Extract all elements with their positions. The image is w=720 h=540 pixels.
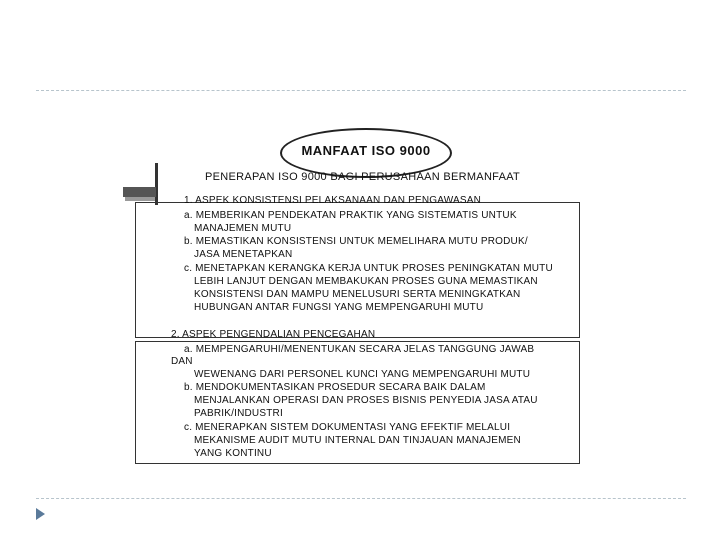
list-item: a. MEMBERIKAN PENDEKATAN PRAKTIK YANG SISTEMATIS UNTUK	[184, 210, 517, 221]
list-item: MEKANISME AUDIT MUTU INTERNAL DAN TINJAUAN MANAJEMEN	[194, 435, 521, 446]
list-item: LEBIH LANJUT DENGAN MEMBAKUKAN PROSES GUNA MEMASTIKAN	[194, 276, 538, 287]
list-item: WEWENANG DARI PERSONEL KUNCI YANG MEMPENGARUHI MUTU	[194, 369, 531, 380]
list-item: DAN	[171, 356, 193, 367]
decorative-bar	[123, 187, 156, 197]
list-item: a. MEMPENGARUHI/MENENTUKAN SECARA JELAS TANGGUNG JAWAB	[184, 344, 535, 355]
list-item: c. MENERAPKAN SISTEM DOKUMENTASI YANG EFEKTIF MELALUI	[184, 422, 511, 433]
list-item: b. MEMASTIKAN KONSISTENSI UNTUK MEMELIHARA MUTU PRODUK/	[184, 236, 528, 247]
list-item: HUBUNGAN ANTAR FUNGSI YANG MEMPENGARUHI MUTU	[194, 302, 484, 313]
document-title: MANFAAT ISO 9000	[301, 143, 431, 158]
list-item: KONSISTENSI DAN MAMPU MENELUSURI SERTA MENINGKATKAN	[194, 289, 521, 300]
list-item: b. MENDOKUMENTASIKAN PROSEDUR SECARA BAIK DALAM	[184, 382, 486, 393]
list-item: MANAJEMEN MUTU	[194, 223, 292, 234]
decorative-bar	[155, 163, 158, 205]
top-divider	[36, 90, 686, 91]
aspect-heading: 2. ASPEK PENGENDALIAN PENCEGAHAN	[171, 329, 376, 340]
bottom-divider	[36, 498, 686, 499]
list-item: JASA MENETAPKAN	[194, 249, 293, 260]
document-subtitle: PENERAPAN ISO 9000 BAGI PERUSAHAAN BERMANFAAT	[205, 171, 521, 183]
aspect-heading: 1. ASPEK KONSISTENSI PELAKSANAAN DAN PENGAWASAN	[184, 195, 482, 206]
list-item: YANG KONTINU	[194, 448, 272, 459]
list-item: PABRIK/INDUSTRI	[194, 408, 283, 419]
list-item: c. MENETAPKAN KERANGKA KERJA UNTUK PROSES PENINGKATAN MUTU	[184, 263, 553, 274]
decorative-bar	[125, 197, 155, 201]
document-image	[120, 115, 590, 470]
triangle-bullet-icon	[36, 508, 45, 520]
list-item: MENJALANKAN OPERASI DAN PROSES BISNIS PENYEDIA JASA ATAU	[194, 395, 538, 406]
